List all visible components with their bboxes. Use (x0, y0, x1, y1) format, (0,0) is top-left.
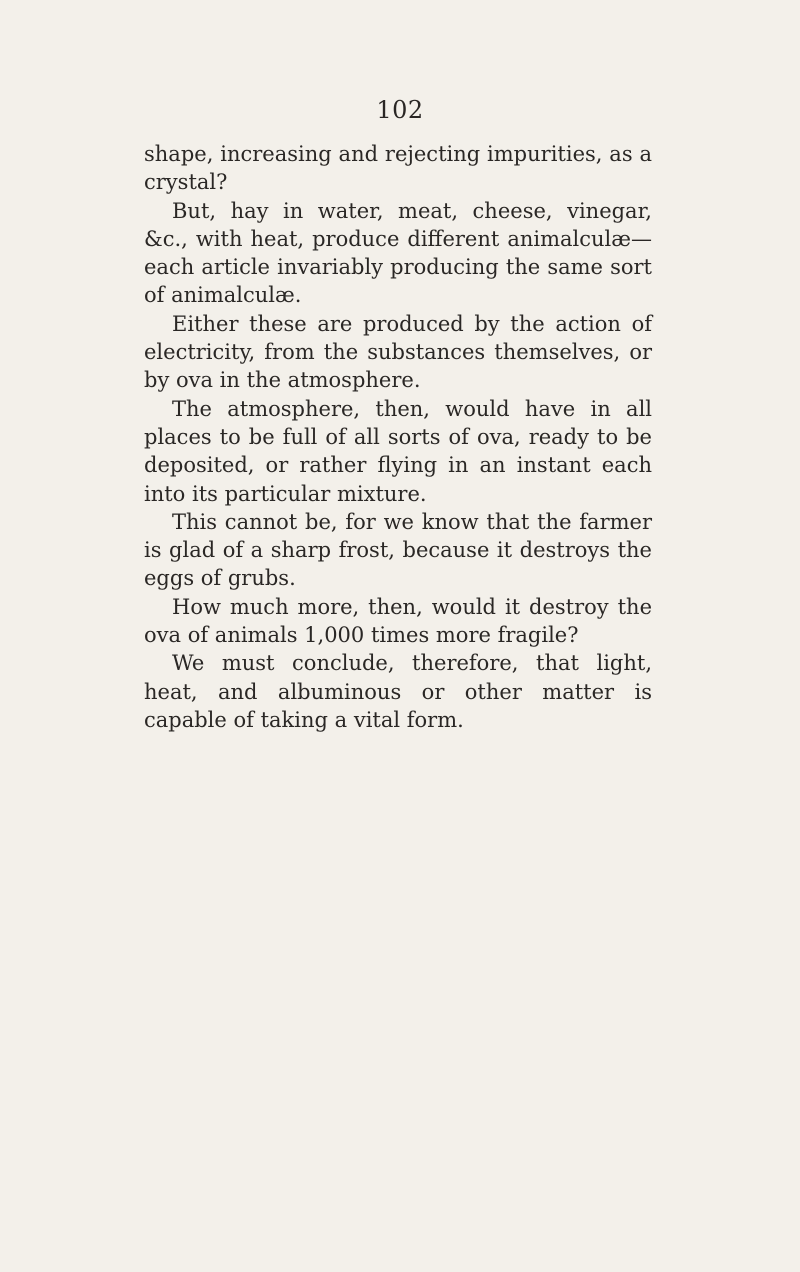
paragraph-continuation: shape, increasing and rejecting impurities, as a crystal? (144, 142, 652, 195)
paragraph: But, hay in water, meat, cheese, vinegar, &c., with heat, produce different animalculæ—each article invariably producing the same sort of animalculæ. (144, 198, 652, 308)
paragraph: The atmosphere, then, would have in all places to be full of all sorts of ova, ready to be deposited, or rather flying in an instant each into its particular mixture. (144, 396, 652, 506)
paragraph: Either these are produced by the action of electricity, from the substances themselves, or by ova in the atmosphere. (144, 311, 652, 393)
paragraph: We must conclude, therefore, that light, heat, and albuminous or other matter is capable of taking a vital form. (144, 651, 652, 732)
paragraph: This cannot be, for we know that the farmer is glad of a sharp frost, because it destroys the eggs of grubs. (144, 509, 652, 591)
page-number: 102 (376, 96, 424, 124)
paragraph: How much more, then, would it destroy the ova of animals 1,000 times more fragile? (144, 594, 652, 648)
body-text (144, 140, 652, 734)
